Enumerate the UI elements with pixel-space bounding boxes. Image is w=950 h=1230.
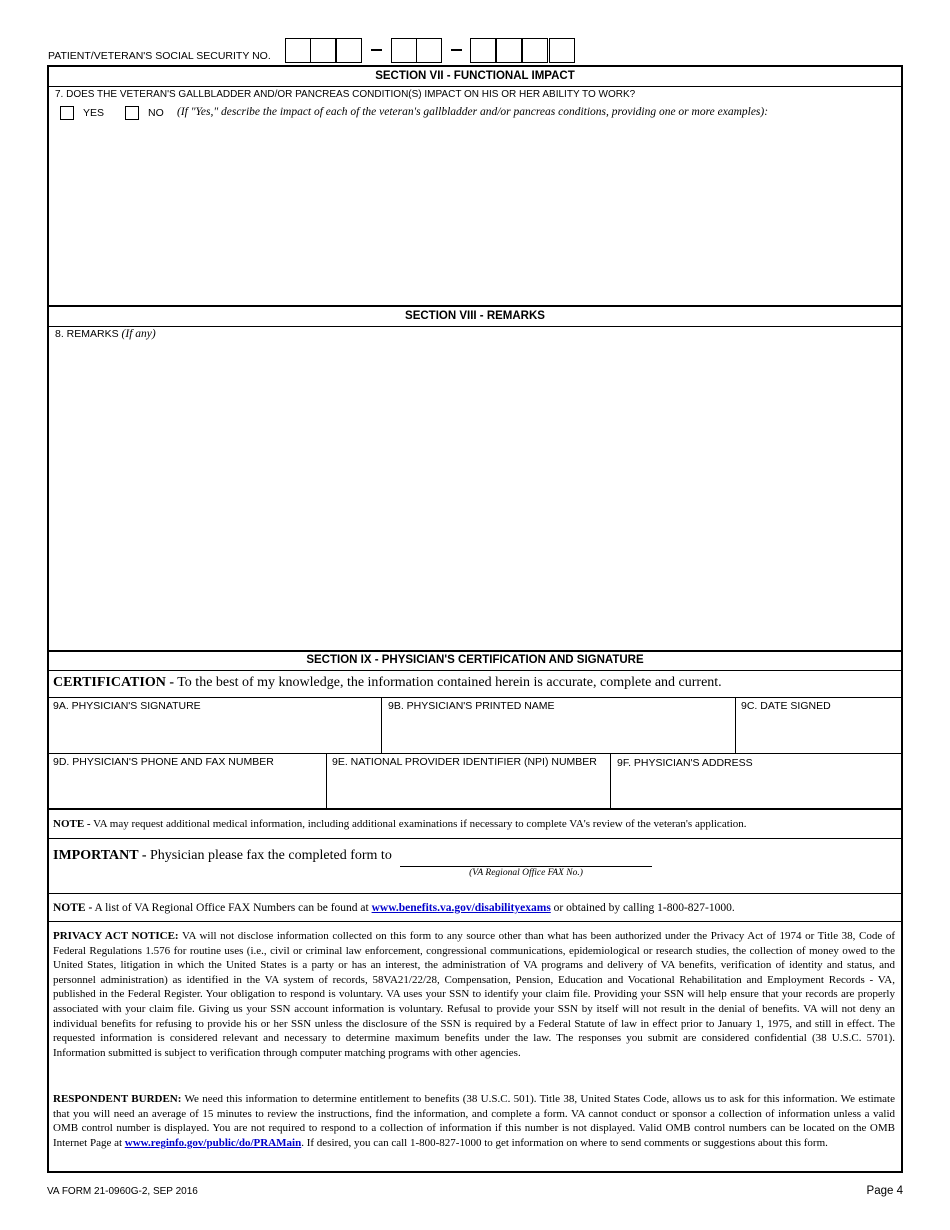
ssn-digit-box[interactable]: [549, 38, 575, 63]
section-9-title: SECTION IX - PHYSICIAN'S CERTIFICATION AND SIGNATURE: [306, 654, 644, 666]
date-signed-field[interactable]: [737, 714, 900, 752]
impact-instruction: (If "Yes," describe the impact of each of the veteran's gallbladder and/or pancreas conditions, providing one or more examples):: [177, 106, 769, 118]
privacy-act-notice: PRIVACY ACT NOTICE: VA will not disclose information collected on this form to any source other than what has been authorized under the Privacy Act of 1974 or Title 38, Code of Federal Regulations 1.576 for routine uses (i.e., civil or criminal law enforcement, congressional communications, epidemiological or research studies, the collection of money owed to the United States, litigation in which the United States is a party or has an interest, the administration of VA programs and delivery of VA benefits, verification of identity and status, and personnel administration) as identified in the VA system of records, 58VA21/22/28, Compensation, Pension, Education and Vocational Rehabilitation and Employment Records - VA, published in the Federal Register. Your obligation to respond is voluntary. VA uses your SSN to identify your claim file. Providing your SSN will help ensure that your records are properly associated with your claim file. Giving us your SSN account information is voluntary. Refusal to provide your SSN by itself will not result in the denial of benefits. VA will not deny an individual benefits for refusing to provide his or her SSN unless the disclosure of the SSN is required by a Federal Statute of law in effect prior to January 1, 1975, and still in effect. The requested information is considered relevant and necessary to determine maximum benefits under the law. The responses you submit are considered confidential (38 U.S.C. 5701). Information submitted is subject to verification through computer matching programs with other agencies.: [53, 930, 895, 1059]
physician-name-label: 9B. PHYSICIAN'S PRINTED NAME: [388, 700, 555, 712]
divider: [326, 753, 327, 809]
divider: [48, 650, 902, 652]
form-id: VA FORM 21-0960G-2, SEP 2016: [47, 1186, 198, 1197]
certification-statement: CERTIFICATION - To the best of my knowledge, the information contained herein is accurate, complete and current.: [53, 675, 722, 690]
no-checkbox[interactable]: [125, 106, 139, 120]
note-fax-numbers: NOTE - A list of VA Regional Office FAX Numbers can be found at www.benefits.va.gov/disabilityexams or obtained by calling 1-800-827-1000.: [53, 902, 735, 914]
date-signed-label: 9C. DATE SIGNED: [741, 700, 831, 712]
divider: [48, 305, 902, 307]
ssn-digit-box[interactable]: [496, 38, 522, 63]
remarks-label: 8. REMARKS (If any): [55, 328, 156, 340]
npi-label: 9E. NATIONAL PROVIDER IDENTIFIER (NPI) NUMBER: [332, 756, 597, 768]
physician-name-field[interactable]: [383, 714, 733, 752]
question-7: 7. DOES THE VETERAN'S GALLBLADDER AND/OR PANCREAS CONDITION(S) IMPACT ON HIS OR HER ABILITY TO WORK?: [55, 89, 636, 100]
no-label: NO: [148, 107, 164, 119]
page-number: Page 4: [866, 1185, 903, 1197]
respondent-burden: RESPONDENT BURDEN: We need this information to determine entitlement to benefits (38 U.S.C. 501). Title 38, United States Code, allows us to ask for this information. We estimate that you will need an average of 15 minutes to review the instructions, find the information, and complete a form. VA cannot conduct or sponsor a collection of information unless a valid OMB control number is displayed. You are not required to respond to a collection of information if this number is not displayed. Valid OMB control numbers can be located on the OMB Internet Page at www.reginfo.gov/public/do/PRAMain. If desired, you can call 1-800-827-1000 to get information on where to send comments or suggestions about this form.: [53, 1093, 896, 1149]
divider: [48, 808, 902, 810]
ssn-digit-box[interactable]: [336, 38, 362, 63]
ssn-dash: [371, 49, 382, 51]
yes-label: YES: [83, 107, 105, 119]
ssn-digit-box[interactable]: [391, 38, 417, 63]
fax-number-line: [400, 866, 652, 867]
divider: [48, 670, 902, 671]
section-7-title: SECTION VII - FUNCTIONAL IMPACT: [375, 70, 575, 82]
divider: [48, 838, 902, 839]
yes-checkbox[interactable]: [60, 106, 74, 120]
physician-signature-field[interactable]: [49, 714, 379, 752]
section-8-title: SECTION VIII - REMARKS: [405, 310, 545, 322]
divider: [48, 921, 902, 922]
fax-caption: (VA Regional Office FAX No.): [469, 868, 583, 878]
note-additional-info: NOTE - VA may request additional medical information, including additional examinations if necessary to complete VA's review of the veteran's application.: [53, 818, 747, 830]
ssn-digit-box[interactable]: [470, 38, 496, 63]
important-fax-instruction: IMPORTANT - Physician please fax the completed form to: [53, 848, 392, 863]
benefits-link[interactable]: www.benefits.va.gov/disabilityexams: [371, 902, 551, 914]
divider: [610, 753, 611, 809]
npi-field[interactable]: [328, 770, 608, 807]
divider: [48, 86, 902, 87]
impact-description-field[interactable]: [49, 124, 901, 305]
omb-link[interactable]: www.reginfo.gov/public/do/PRAMain: [124, 1136, 302, 1149]
divider: [48, 893, 902, 894]
remarks-field[interactable]: [49, 344, 901, 650]
divider: [381, 697, 382, 753]
ssn-digit-box[interactable]: [310, 38, 336, 63]
divider: [735, 697, 736, 753]
ssn-digit-box[interactable]: [285, 38, 311, 63]
ssn-digit-box[interactable]: [522, 38, 548, 63]
physician-address-label: 9F. PHYSICIAN'S ADDRESS: [617, 757, 753, 769]
phone-fax-field[interactable]: [49, 770, 324, 807]
phone-fax-label: 9D. PHYSICIAN'S PHONE AND FAX NUMBER: [53, 756, 274, 768]
physician-address-field[interactable]: [612, 770, 900, 807]
ssn-digit-box[interactable]: [416, 38, 442, 63]
divider: [48, 753, 902, 754]
ssn-dash: [451, 49, 462, 51]
ssn-label: PATIENT/VETERAN'S SOCIAL SECURITY NO.: [48, 50, 271, 62]
divider: [48, 326, 902, 327]
divider: [48, 697, 902, 698]
fax-number-field[interactable]: [400, 850, 652, 865]
physician-signature-label: 9A. PHYSICIAN'S SIGNATURE: [53, 700, 201, 712]
